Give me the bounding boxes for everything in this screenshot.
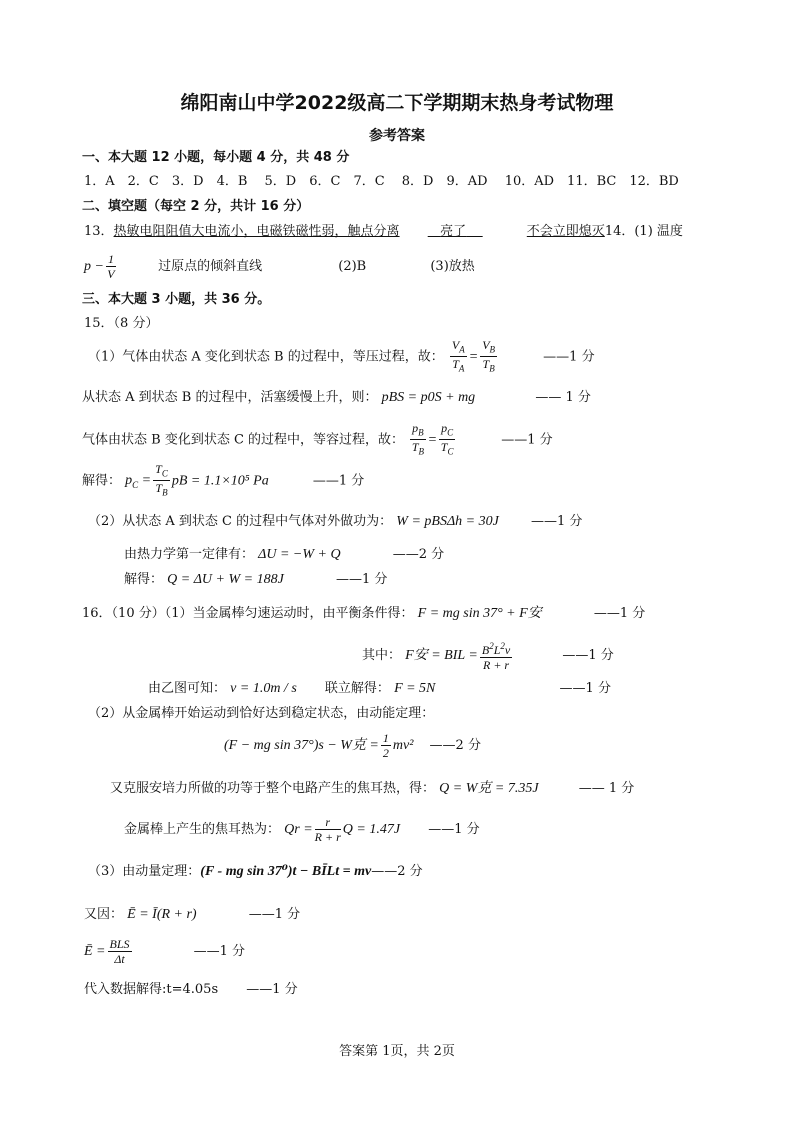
fraction-tc-tb: $\frac{T_C}{T_B}$ — [155, 462, 168, 498]
fraction-va-ta: $\frac{V_A}{T_A}$ — [451, 338, 465, 374]
q16-line-4: （2）从金属棒开始运动到恰好达到稳定状态，由动能定理： — [88, 706, 435, 721]
q13-answer-2: 亮了 — [440, 224, 467, 239]
q15-score-5: ——1 分 — [530, 514, 583, 529]
q13-line — [84, 224, 683, 240]
q13-number: 13． — [84, 224, 114, 239]
section-1-heading: 一、本大题 12 小题，每小题 4 分，共 48 分 — [82, 150, 350, 165]
q16-eq-3: v = 1.0m / s — [230, 681, 297, 696]
q16-eq-6: Q = W克 = 7.35J — [439, 781, 539, 796]
fraction-pc-tc: $\frac{p_C}{T_C}$ — [440, 421, 454, 457]
q16-line-8-text: （3）由动量定理： — [88, 864, 201, 879]
q15-line-3: 气体由状态 B 变化到状态 C 的过程中，等容过程，故： $\frac{p_B}{T_B}$ = $\frac{p_C}{T_C}$ ——1 分 — [82, 421, 553, 457]
q16-line-1 — [82, 606, 645, 622]
q15-line-6 — [124, 547, 444, 563]
q16-eq-7-tail: Q = 1.47J — [342, 822, 401, 837]
q15-eq-5: W = pBSΔh = 30J — [396, 514, 499, 529]
q16-line-5 — [224, 728, 481, 764]
choice-answers: 1．A 2．C 3．D 4．B 5．D 6．C 7．C 8．D 9．AD 10．AD 11．BC 12．BD — [84, 174, 679, 189]
q16-eq-5-tail: mv² — [392, 738, 414, 753]
fraction-vb-tb: $\frac{V_B}{T_B}$ — [482, 338, 496, 374]
q16-line-3 — [148, 681, 611, 697]
section-3-heading: 三、本大题 3 小题，共 36 分。 — [82, 292, 271, 307]
q16-score-1: ——1 分 — [593, 606, 646, 621]
q16-line-8 — [88, 864, 423, 880]
q14-answer-2: (2)B — [338, 259, 367, 274]
q15-score-4: ——1 分 — [312, 473, 365, 489]
q16-line-7-text: 金属棒上产生的焦耳热为： — [124, 822, 281, 837]
q16-score-5: ——2 分 — [429, 738, 481, 753]
fraction-b2l2v: $\frac{B^2L^2v}{R + r}$ — [481, 641, 511, 672]
q16-score-7: ——1 分 — [428, 822, 480, 837]
q16-score-10: ——1 分 — [193, 944, 246, 959]
q15-eq-6: ΔU = −W + Q — [258, 547, 341, 562]
q16-line-7 — [124, 812, 480, 848]
q16-score-11: ——1 分 — [246, 982, 298, 997]
q15-line-1: （1）气体由状态 A 变化到状态 B 的过程中，等压过程，故： $\frac{V_A}{T_A}$ = $\frac{V_B}{T_B}$ ——1 分 — [88, 338, 595, 374]
q16-score-6: —— 1 分 — [578, 781, 635, 796]
q16-eq-8: (F - mg sin 37⁰)t − BĪLt = mv — [200, 864, 372, 879]
q15-line-5 — [88, 514, 582, 530]
fraction-pb-tb: $\frac{p_B}{T_B}$ — [411, 421, 425, 457]
q16-line-2-text: 其中： — [362, 648, 402, 663]
q15-eq-2: pBS = p0S + mg — [381, 390, 476, 405]
q16-score-3: ——1 分 — [559, 681, 611, 696]
q16-eq-3b: F = 5N — [394, 681, 436, 696]
q16-line-6 — [110, 781, 634, 797]
page-subtitle: 参考答案 — [369, 128, 425, 144]
section-2-heading: 二、填空题（每空 2 分，共计 16 分） — [82, 199, 310, 214]
fraction-r-rr: $\frac{r}{R + r}$ — [314, 815, 341, 844]
q14-answer-1: 过原点的倾斜直线 — [158, 259, 263, 274]
q16-score-8: ——2 分 — [371, 864, 423, 879]
q13-answer-1: 热敏电阻阻值大电流小，电磁铁磁性弱，触点分离 — [113, 224, 400, 239]
fraction-bls-dt: $\frac{\text{BLS}}{\Delta t}$ — [109, 937, 130, 966]
q16-line-6-text: 又克服安培力所做的功等于整个电路产生的焦耳热，得： — [110, 781, 436, 796]
q16-line-11 — [84, 982, 298, 998]
q16-eq-1: F = mg sin 37° + F安 — [417, 606, 542, 621]
page-footer: 答案第 1页，共 2页 — [339, 1044, 455, 1059]
q16-line-1-text: 16．（10 分）（1）当金属棒匀速运动时，由平衡条件得： — [82, 606, 414, 621]
q14-start: 14．(1) 温度 — [604, 224, 683, 239]
q16-line-11-text: 代入数据解得:t=4.05s — [84, 982, 219, 997]
q15-line-6-text: 由热力学第一定律有： — [124, 547, 255, 562]
q15-line-4-text: 解得： — [82, 473, 122, 489]
q15-score-3: ——1 分 — [501, 432, 553, 448]
q14-answer-3: (3)放热 — [430, 259, 475, 274]
q15-line-7-text: 解得： — [124, 572, 164, 587]
q15-line-5-text: （2）从状态 A 到状态 C 的过程中气体对外做功为： — [88, 514, 393, 529]
q15-eq-4: pB = 1.1×10⁵ Pa — [171, 473, 269, 489]
q15-line-4: 解得： $p_C$ = $\frac{T_C}{T_B}$ pB = 1.1×10⁵ Pa ——1 分 — [82, 462, 365, 498]
q15-score-1: ——1 分 — [543, 349, 595, 365]
q15-line-7 — [124, 572, 387, 588]
q16-line-9-text: 又因： — [84, 907, 124, 922]
q16-score-2: ——1 分 — [562, 648, 614, 663]
q16-eq-2: F安 = BIL = — [405, 648, 478, 663]
q16-score-9: ——1 分 — [248, 907, 301, 922]
q16-eq-10: Ē = — [84, 944, 106, 959]
q16-line-2 — [362, 638, 614, 674]
q16-eq-9: Ē = Ī(R + r) — [127, 907, 197, 922]
fraction-half: $\frac{1}{2}$ — [382, 731, 389, 760]
q14-line — [84, 252, 475, 282]
q13-answer-3: 不会立即熄灭 — [526, 224, 605, 239]
page-title: 绵阳南山中学2022级高二下学期期末热身考试物理 — [180, 92, 614, 114]
q16-eq-7: Qr = — [284, 822, 313, 837]
q14-axis-fraction: $\frac{1}{V}$ — [107, 252, 115, 281]
q16-eq-5: (F − mg sin 37°)s − W克 = — [224, 738, 379, 753]
q16-line-3-mid: 联立解得： — [324, 681, 390, 696]
q15-score-2: —— 1 分 — [535, 390, 591, 405]
q15-heading: 15．（8 分） — [84, 316, 159, 331]
q16-line-9 — [84, 907, 300, 923]
q15-line-2-text: 从状态 A 到状态 B 的过程中，活塞缓慢上升，则： — [82, 390, 378, 405]
q14-axis: p − — [84, 259, 104, 274]
q15-line-1-text: （1）气体由状态 A 变化到状态 B 的过程中，等压过程，故： — [88, 349, 444, 365]
q15-line-2 — [82, 390, 591, 406]
q16-line-10 — [84, 932, 245, 972]
q15-score-6: ——2 分 — [392, 547, 445, 562]
q15-score-7: ——1 分 — [335, 572, 388, 587]
q15-line-3-text: 气体由状态 B 变化到状态 C 的过程中，等容过程，故： — [82, 432, 405, 448]
q16-line-3-text: 由乙图可知： — [148, 681, 227, 696]
q15-eq-7: Q = ΔU + W = 188J — [167, 572, 284, 587]
